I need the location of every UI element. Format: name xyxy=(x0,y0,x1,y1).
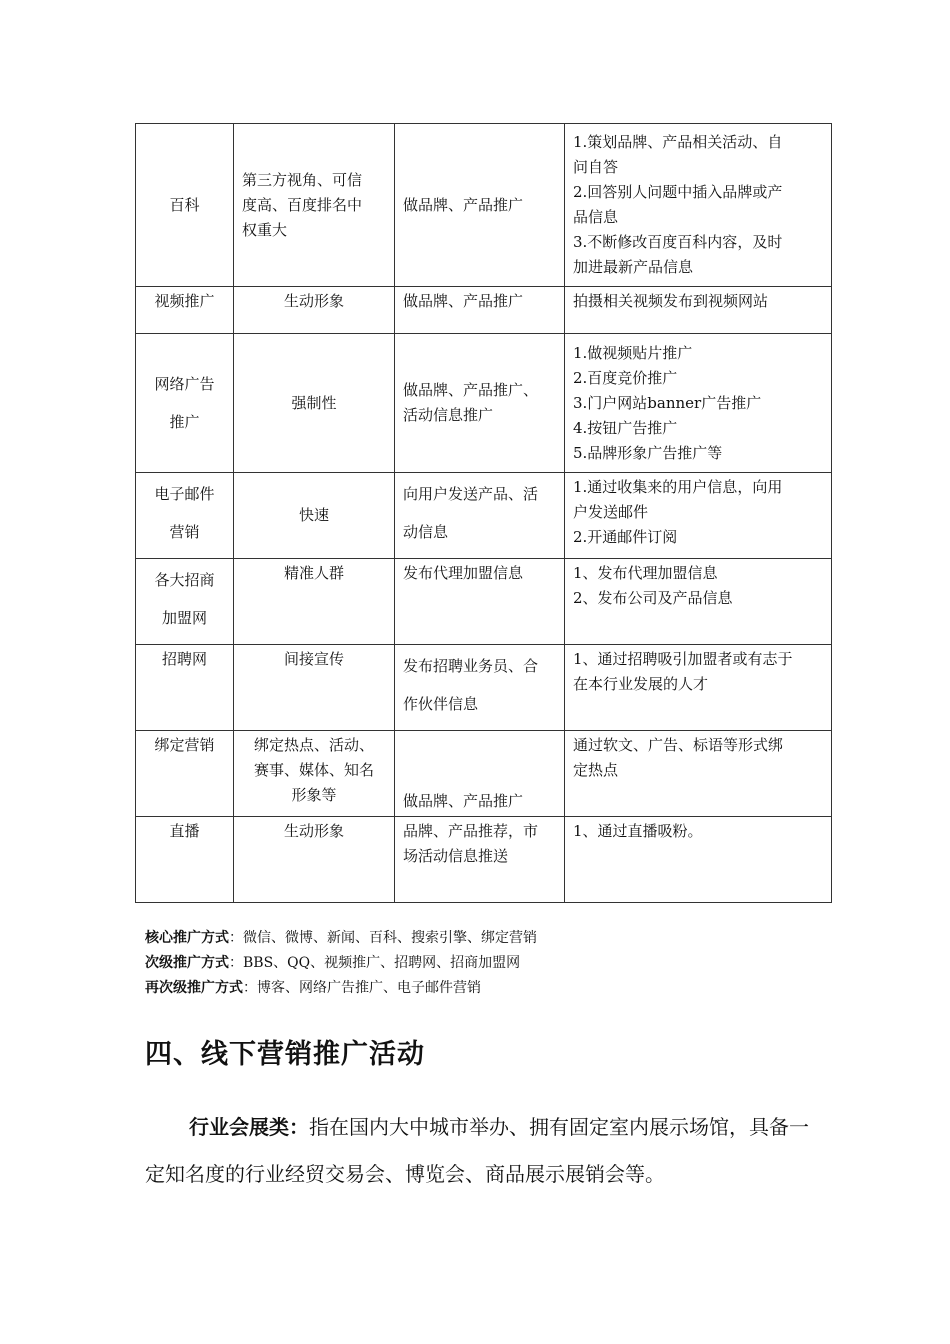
feature-cell xyxy=(234,124,395,287)
purpose-text: 动信息 xyxy=(403,523,449,541)
channel-name: 百科 xyxy=(169,195,200,214)
purpose-text: 场活动信息推送 xyxy=(403,847,509,865)
feature-text: 度高、百度排名中 xyxy=(242,195,363,214)
method-cell xyxy=(565,287,832,334)
method-cell xyxy=(565,731,832,817)
purpose-text: 做品牌、产品推广 xyxy=(403,195,524,214)
method-cell xyxy=(565,334,832,473)
purpose-cell xyxy=(395,559,565,645)
channel-name-cell xyxy=(136,817,234,903)
feature-text: 生动形象 xyxy=(283,292,344,310)
channel-name: 营销 xyxy=(169,523,200,541)
secondary-methods-label: 次级推广方式 xyxy=(145,955,229,971)
feature-text: 精准人群 xyxy=(283,564,344,582)
feature-cell xyxy=(234,731,395,817)
channel-name: 网络广告 xyxy=(154,375,215,393)
purpose-cell xyxy=(395,124,565,287)
secondary-methods-line xyxy=(145,951,537,976)
method-text: 加进最新产品信息 xyxy=(573,258,694,276)
method-text: 问自答 xyxy=(573,158,619,176)
tertiary-methods-text: ：博客、网络广告推广、电子邮件营销 xyxy=(243,980,481,996)
method-text: 2、发布公司及产品信息 xyxy=(573,589,733,607)
feature-cell xyxy=(234,287,395,334)
feature-cell xyxy=(234,645,395,731)
feature-cell xyxy=(234,817,395,903)
method-text: 2.回答别人问题中插入品牌或产 xyxy=(573,183,783,201)
channel-name: 各大招商 xyxy=(154,571,215,589)
channel-name: 视频推广 xyxy=(154,292,215,310)
table-row xyxy=(136,559,832,645)
method-text: 1.策划品牌、产品相关活动、自 xyxy=(573,133,783,151)
purpose-cell xyxy=(395,473,565,559)
method-text: 1.做视频贴片推广 xyxy=(573,343,693,362)
method-text: 1、通过招聘吸引加盟者或有志于 xyxy=(573,650,793,668)
core-methods-text: ：微信、微博、新闻、百科、搜索引擎、绑定营销 xyxy=(229,930,537,946)
tertiary-methods-label: 再次级推广方式 xyxy=(145,980,243,996)
method-text: 2.开通邮件订阅 xyxy=(573,528,678,546)
channel-name-cell xyxy=(136,124,234,287)
purpose-text: 做品牌、产品推广、 xyxy=(403,381,539,399)
core-methods-line xyxy=(145,926,537,951)
table-row xyxy=(136,731,832,817)
feature-cell xyxy=(234,473,395,559)
purpose-text: 发布代理加盟信息 xyxy=(403,564,524,582)
purpose-text: 作伙伴信息 xyxy=(403,695,479,713)
method-text: 3.门户网站banner广告推广 xyxy=(573,393,762,412)
feature-text: 形象等 xyxy=(291,786,337,804)
channel-name: 电子邮件 xyxy=(154,485,215,503)
paragraph-text: 指在国内大中城市举办、拥有固定室内展示场馆，具备一定知名度的行业经贸交易会、博览会、商品展示展销会等。 xyxy=(145,1115,809,1186)
feature-text: 间接宣传 xyxy=(283,650,344,668)
table-row xyxy=(136,124,832,287)
channel-name-cell xyxy=(136,287,234,334)
method-text: 户发送邮件 xyxy=(573,503,649,521)
channel-name: 推广 xyxy=(169,413,200,431)
method-text: 1、通过直播吸粉。 xyxy=(573,822,703,840)
feature-text: 赛事、媒体、知名 xyxy=(253,761,374,779)
purpose-text: 品牌、产品推荐，市 xyxy=(403,822,539,840)
table-row xyxy=(136,645,832,731)
purpose-cell xyxy=(395,334,565,473)
method-text: 通过软文、广告、标语等形式绑 xyxy=(573,736,784,754)
channel-name-cell xyxy=(136,473,234,559)
tertiary-methods-line xyxy=(145,976,537,1001)
feature-cell xyxy=(234,559,395,645)
table-row xyxy=(136,817,832,903)
section-heading: 四、线下营销推广活动 xyxy=(145,1039,425,1070)
method-cell xyxy=(565,124,832,287)
feature-text: 生动形象 xyxy=(283,822,344,840)
feature-text: 权重大 xyxy=(242,220,288,239)
method-text: 2.百度竞价推广 xyxy=(573,368,678,387)
purpose-text: 做品牌、产品推广 xyxy=(403,292,524,310)
method-text: 3.不断修改百度百科内容，及时 xyxy=(573,233,783,251)
table-row xyxy=(136,334,832,473)
purpose-text: 向用户发送产品、活 xyxy=(403,485,539,503)
method-text: 拍摄相关视频发布到视频网站 xyxy=(573,292,769,310)
method-text: 品信息 xyxy=(573,208,619,226)
channel-name: 招聘网 xyxy=(161,650,207,668)
table-row xyxy=(136,287,832,334)
table-row xyxy=(136,473,832,559)
purpose-text: 做品牌、产品推广 xyxy=(403,792,524,810)
channel-name-cell xyxy=(136,559,234,645)
method-text: 1、发布代理加盟信息 xyxy=(573,564,718,582)
body-paragraph xyxy=(145,1104,810,1198)
secondary-methods-text: ：BBS、QQ、视频推广、招聘网、招商加盟网 xyxy=(229,955,521,971)
channel-name-cell xyxy=(136,645,234,731)
method-text: 1.通过收集来的用户信息，向用 xyxy=(573,478,783,496)
method-text: 5.品牌形象广告推广等 xyxy=(573,443,723,462)
feature-text: 强制性 xyxy=(291,393,337,412)
method-text: 定热点 xyxy=(573,761,619,779)
method-cell xyxy=(565,473,832,559)
purpose-text: 活动信息推广 xyxy=(403,406,494,424)
paragraph-lead: 行业会展类： xyxy=(189,1115,309,1139)
feature-text: 快速 xyxy=(298,506,329,524)
promotion-summary xyxy=(145,926,537,1001)
feature-cell xyxy=(234,334,395,473)
method-text: 在本行业发展的人才 xyxy=(573,675,709,693)
channel-name-cell xyxy=(136,334,234,473)
core-methods-label: 核心推广方式 xyxy=(145,930,229,946)
channel-name: 加盟网 xyxy=(161,609,207,627)
purpose-cell xyxy=(395,645,565,731)
method-cell xyxy=(565,645,832,731)
promotion-methods-table xyxy=(135,123,832,903)
channel-name-cell xyxy=(136,731,234,817)
purpose-cell xyxy=(395,287,565,334)
feature-text: 绑定热点、活动、 xyxy=(253,736,374,754)
channel-name: 直播 xyxy=(169,822,200,840)
purpose-cell xyxy=(395,817,565,903)
feature-text: 第三方视角、可信 xyxy=(242,170,363,189)
channel-name: 绑定营销 xyxy=(154,736,215,754)
method-text: 4.按钮广告推广 xyxy=(573,418,678,437)
purpose-cell xyxy=(395,731,565,817)
purpose-text: 发布招聘业务员、合 xyxy=(403,657,539,675)
method-cell xyxy=(565,559,832,645)
method-cell xyxy=(565,817,832,903)
